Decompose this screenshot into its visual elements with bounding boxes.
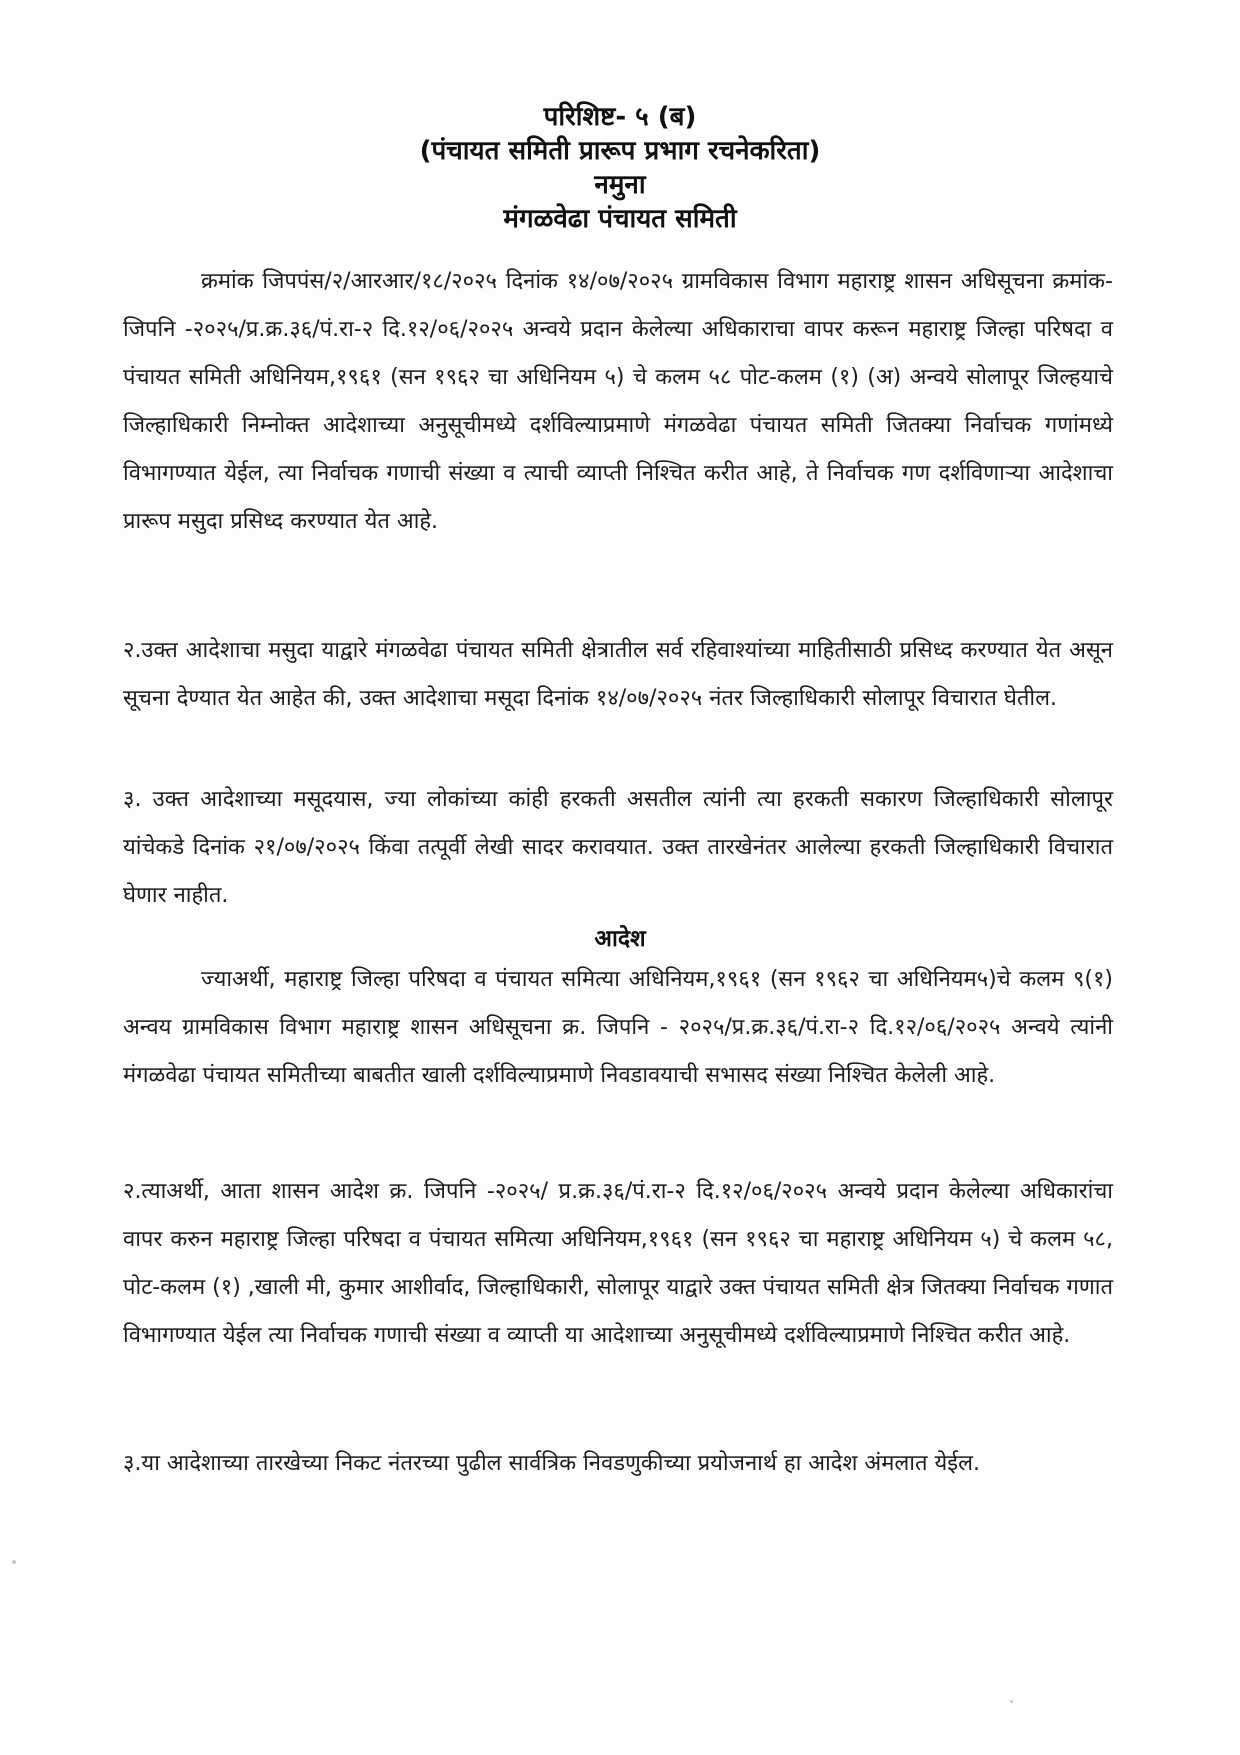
paragraph-therefore: २.त्याअर्थी, आता शासन आदेश क्र. जिपनि -२०२५/ प्र.क्र.३६/पं.रा-२ दि.१२/०६/२०२५ अन्वये प्रदान केलेल्या अधिकारांचा वापर करुन महाराष्ट्र जिल्हा परिषदा व पंचायत समित्या अधिनियम,१९६१ (सन १९६२ चा महाराष्ट्र अधिनियम ५) चे कलम ५८, पोट-कलम (१) ,खाली मी, कुमार आशीर्वाद, जिल्हाधिकारी, सोलापूर याद्वारे उक्त पंचायत समिती क्षेत्र जितक्या निर्वाचक गणात विभागण्यात येईल त्या निर्वाचक गणाची संख्या व व्याप्ती या आदेशाच्या अनुसूचीमध्ये दर्शविल्याप्रमाणे निश्चित करीत आहे.	[123, 1179, 1113, 1348]
order-heading: आदेश	[594, 926, 646, 952]
paragraph-whereas	[123, 956, 1113, 1100]
paragraph-publication: २.उक्त आदेशाचा मसुदा याद्वारे मंगळवेढा पंचायत समिती क्षेत्रातील सर्व रहिवाश्यांच्या माहितीसाठी प्रसिध्द करण्यात येत असून सूचना देण्यात येत आहेत की, उक्त आदेशाचा मसूदा दिनांक १४/०७/२०२५ नंतर जिल्हाधिकारी सोलापूर विचारात घेतील.	[123, 638, 1113, 711]
scan-speck	[12, 1560, 16, 1564]
document-header	[0, 100, 1240, 236]
samiti-name: मंगळवेढा पंचायत समिती	[503, 204, 737, 234]
appendix-subtitle: (पंचायत समिती प्रारूप प्रभाग रचनेकरिता)	[419, 136, 821, 166]
specimen-label: नमुना	[594, 170, 646, 200]
paragraph-effect: ३.या आदेशाच्या तारखेच्या निकट नंतरच्या पुढील सार्वत्रिक निवडणुकीच्या प्रयोजनार्थ हा आदेश अंमलात येईल.	[123, 1451, 980, 1476]
paragraph-notification-text: क्रमांक जिपपंस/२/आरआर/१८/२०२५ दिनांक १४/०७/२०२५ ग्रामविकास विभाग महाराष्ट्र शासन अधिसूचना क्रमांक-जिपनि -२०२५/प्र.क्र.३६/पं.रा-२ दि.१२/०६/२०२५ अन्वये प्रदान केलेल्या अधिकाराचा वापर करून महाराष्ट्र जिल्हा परिषदा व पंचायत समिती अधिनियम,१९६१ (सन १९६२ चा अधिनियम ५) चे कलम ५८ पोट-कलम (१) (अ) अन्वये सोलापूर जिल्हयाचे जिल्हाधिकारी निम्नोक्त आदेशाच्या अनुसूचीमध्ये दर्शविल्याप्रमाणे मंगळवेढा पंचायत समिती जितक्या निर्वाचक गणांमध्ये विभागण्यात येईल, त्या निर्वाचक गणाची संख्या व त्याची व्याप्ती निश्चित करीत आहे, ते निर्वाचक गण दर्शविणाऱ्या आदेशाचा प्रारूप मसुदा प्रसिध्द करण्यात येत आहे.	[123, 269, 1113, 534]
scan-speck	[1010, 1700, 1013, 1703]
paragraph-objections: ३. उक्त आदेशाच्या मसूदयास, ज्या लोकांच्या कांही हरकती असतील त्यांनी त्या हरकती सकारण जिल्हाधिकारी सोलापूर यांचेकडे दिनांक २१/०७/२०२५ किंवा तत्पूर्वी लेखी सादर करावयात. उक्त तारखेनंतर आलेल्या हरकती जिल्हाधिकारी विचारात घेणार नाहीत.	[123, 787, 1113, 908]
appendix-title: परिशिष्ट- ५ (ब)	[543, 102, 697, 132]
paragraph-notification	[123, 258, 1113, 546]
paragraph-whereas-text: ज्याअर्थी, महाराष्ट्र जिल्हा परिषदा व पंचायत समित्या अधिनियम,१९६१ (सन १९६२ चा अधिनियम५)चे कलम ९(१) अन्वय ग्रामविकास विभाग महाराष्ट्र शासन अधिसूचना क्र. जिपनि - २०२५/प्र.क्र.३६/पं.रा-२ दि.१२/०६/२०२५ अन्वये त्यांनी मंगळवेढा पंचायत समितीच्या बाबतीत खाली दर्शविल्याप्रमाणे निवडावयाची सभासद संख्या निश्चित केलेली आहे.	[123, 967, 1113, 1088]
